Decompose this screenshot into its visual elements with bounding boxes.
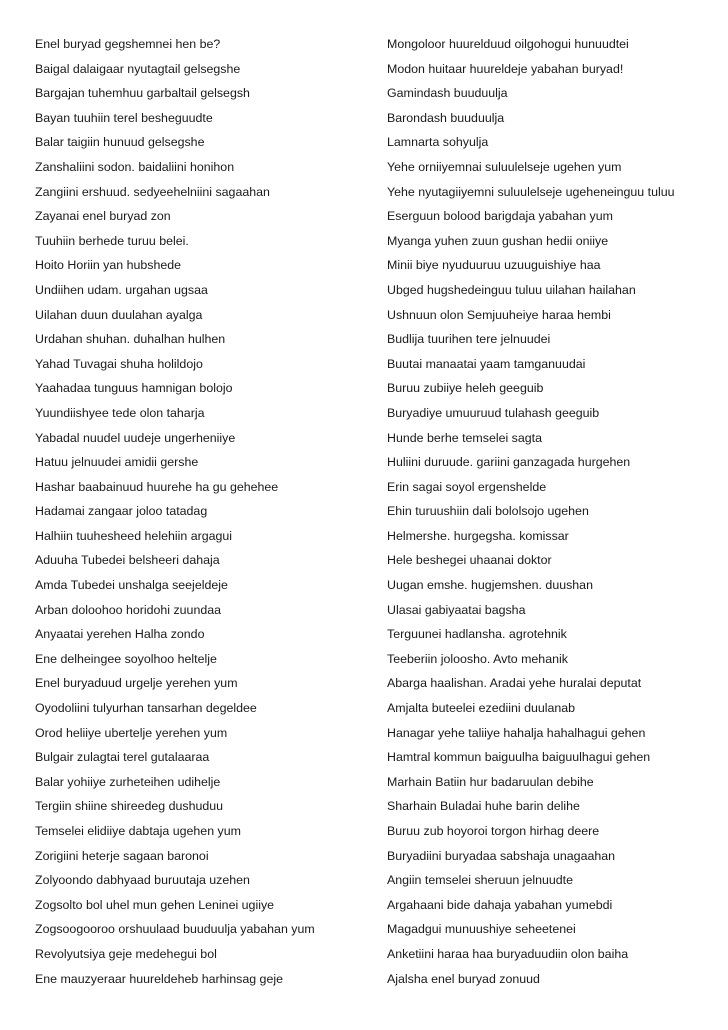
text-line: Arban doloohoo horidohi zuundaa — [35, 602, 222, 617]
text-line: Ene delheingee soyolhoo heltelje — [35, 651, 217, 666]
text-line: Uilahan duun duulahan ayalga — [35, 307, 203, 322]
text-line: Angiin temselei sheruun jelnuudte — [387, 873, 573, 888]
text-line: Hanagar yehe taliiye hahalja hahalhagui gehen — [387, 725, 646, 740]
text-line: Hatuu jelnuudei amidii gershe — [35, 455, 199, 470]
text-line: Balar taigiin hunuud gelsegshe — [35, 135, 205, 150]
text-line: Baigal dalaigaar nyutagtail gelsegshe — [35, 61, 241, 76]
text-line: Hadamai zangaar joloo tatadag — [35, 504, 208, 519]
text-line: Terguunei hadlansha. agrotehnik — [387, 627, 567, 642]
text-line: Lamnarta sohyulja — [387, 135, 489, 150]
text-line: Zorigiini heterje sagaan baronoi — [35, 848, 209, 863]
text-line: Ajalsha enel buryad zonuud — [387, 971, 540, 986]
left-column — [35, 32, 365, 991]
text-line: Mongoloor huurelduud oilgohogui hunuudtei — [387, 37, 629, 51]
text-line: Hashar baabainuud huurehe ha gu gehehee — [35, 479, 279, 494]
text-line: Eserguun bolood barigdaja yabahan yum — [387, 209, 613, 224]
text-line: Orod heliiye ubertelje yerehen yum — [35, 725, 228, 740]
text-line: Zanshaliini sodon. baidaliini honihon — [35, 159, 235, 174]
text-line: Myanga yuhen zuun gushan hedii oniiye — [387, 233, 609, 248]
text-line: Yahad Tuvagai shuha holildojo — [35, 356, 203, 371]
text-line: Uugan emshe. hugjemshen. duushan — [387, 578, 593, 593]
text-line: Zolyoondo dabhyaad buruutaja uzehen — [35, 873, 250, 888]
text-line: Gamindash buuduulja — [387, 86, 508, 101]
text-line: Ulasai gabiyaatai bagsha — [387, 602, 526, 617]
text-line: Hoito Horiin yan hubshede — [35, 258, 182, 273]
text-line: Abarga haalishan. Aradai yehe huralai deputat — [387, 676, 642, 691]
text-line: Modon huitaar huureldeje yabahan buryad! — [387, 61, 624, 76]
text-line: Yaahadaa tunguus hamnigan bolojo — [35, 381, 233, 396]
text-line: Tuuhiin berhede turuu belei. — [35, 233, 189, 248]
text-line: Erin sagai soyol ergenshelde — [387, 479, 547, 494]
text-line: Buryadiini buryadaa sabshaja unagaahan — [387, 848, 616, 863]
text-line: Tergiin shiine shireedeg dushuduu — [35, 799, 224, 814]
text-line: Buutai manaatai yaam tamganuudai — [387, 356, 586, 371]
text-line: Zayanai enel buryad zon — [35, 209, 171, 224]
text-line: Balar yohiiye zurheteihen udihelje — [35, 774, 221, 789]
text-line: Argahaani bide dahaja yabahan yumebdi — [387, 897, 613, 912]
text-line: Yuundiishyee tede olon taharja — [35, 405, 205, 420]
text-line: Enel buryad gegshemnei hen be? — [35, 37, 221, 51]
text-line: Zangiini ershuud. sedyeehelniini sagaahan — [35, 184, 270, 199]
text-line: Buryadiye umuuruud tulahash geeguib — [387, 405, 600, 420]
text-line: Ushnuun olon Semjuuheiye haraa hembi — [387, 307, 611, 322]
text-line: Sharhain Buladai huhe barin delihe — [387, 799, 580, 814]
text-line: Ene mauzyeraar huureldeheb harhinsag geje — [35, 971, 283, 986]
text-line: Huliini duruude. gariini ganzagada hurgehen — [387, 455, 631, 470]
text-line: Buruu zubiiye heleh geeguib — [387, 381, 544, 396]
text-line: Oyodoliini tulyurhan tansarhan degeldee — [35, 701, 257, 716]
text-line: Minii biye nyuduuruu uzuuguishiye haa — [387, 258, 601, 273]
text-line: Anketiini haraa haa buryaduudiin olon baiha — [387, 946, 629, 961]
text-line: Teeberiin joloosho. Avto mehanik — [387, 651, 568, 666]
text-line: Halhiin tuuhesheed helehiin argagui — [35, 528, 233, 543]
text-line: Temselei elidiiye dabtaja ugehen yum — [35, 824, 241, 838]
text-line: Magadgui munuushiye seheetenei — [387, 922, 576, 937]
text-line: Amjalta buteelei ezediini duulanab — [387, 701, 576, 716]
text-line: Revolyutsiya geje medehegui bol — [35, 946, 217, 961]
text-line: Undiihen udam. urgahan ugsaa — [35, 282, 208, 297]
text-line: Amda Tubedei unshalga seejeldeje — [35, 578, 228, 593]
text-line: Bayan tuuhiin terel besheguudte — [35, 110, 213, 125]
text-line: Enel buryaduud urgelje yerehen yum — [35, 676, 238, 691]
text-line: Barondash buuduulja — [387, 110, 505, 125]
text-line: Buruu zub hoyoroi torgon hirhag deere — [387, 824, 600, 838]
text-line: Anyaatai yerehen Halha zondo — [35, 627, 205, 642]
text-line: Yehe nyutagiiyemni suluulelseje ugeheneinguu tuluu — [387, 184, 675, 199]
text-line: Bargajan tuhemhuu garbaltail gelsegsh — [35, 86, 250, 101]
text-line: Yehe orniiyemnai suluulelseje ugehen yum — [387, 159, 622, 174]
text-line: Ehin turuushiin dali bololsojo ugehen — [387, 504, 589, 519]
text-line: Marhain Batiin hur badaruulan debihe — [387, 774, 594, 789]
text-line: Ubged hugshedeinguu tuluu uilahan hailahan — [387, 282, 636, 297]
text-line: Zogsoogooroo orshuulaad buuduulja yabahan yum — [35, 922, 315, 937]
text-line: Hunde berhe temselei sagta — [387, 430, 542, 445]
text-line: Budlija tuurihen tere jelnuudei — [387, 332, 551, 347]
text-line: Hamtral kommun baiguulha baiguulhagui gehen — [387, 750, 651, 765]
text-line: Urdahan shuhan. duhalhan hulhen — [35, 332, 226, 347]
right-column — [387, 32, 722, 991]
text-line: Hele beshegei uhaanai doktor — [387, 553, 552, 568]
text-line: Helmershe. hurgegsha. komissar — [387, 528, 569, 543]
text-line: Zogsolto bol uhel mun gehen Leninei ugiiye — [35, 897, 275, 912]
text-line: Aduuha Tubedei belsheeri dahaja — [35, 553, 220, 568]
text-line: Yabadal nuudel uudeje ungerheniiye — [35, 430, 236, 445]
text-line: Bulgair zulagtai terel gutalaaraa — [35, 750, 210, 765]
